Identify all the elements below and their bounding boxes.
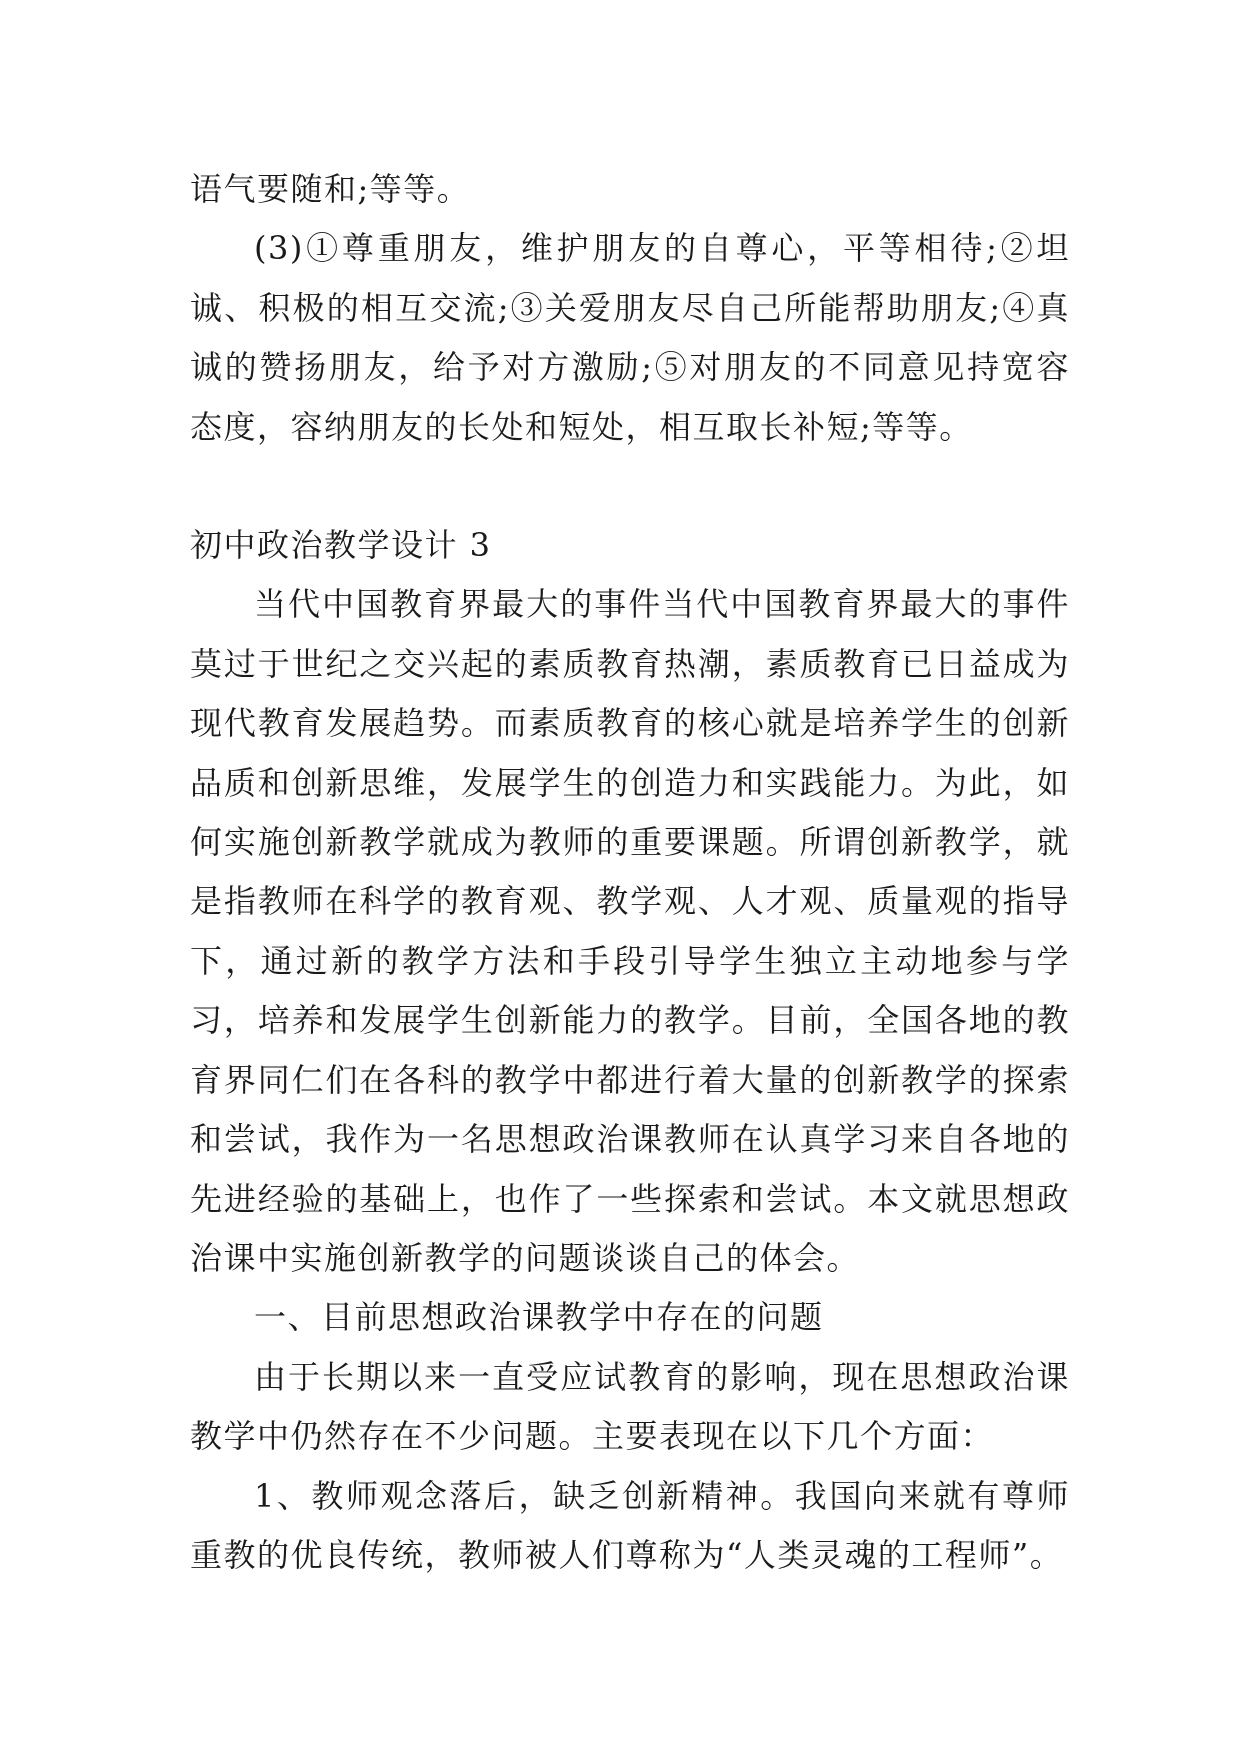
paragraph-item-3: (3)①尊重朋友，维护朋友的自尊心，平等相待;②坦诚、积极的相互交流;③关爱朋友尽自己所能帮助朋友;④真诚的赞扬朋友，给予对方激励;⑤对朋友的不同意见持宽容态度，容纳朋友的长处和短处，相互取长补短;等等。 (190, 229, 1070, 446)
subheading-problems: 一、目前思想政治课教学中存在的问题 (254, 1298, 824, 1337)
paragraph-intro: 当代中国教育界最大的事件当代中国教育界最大的事件莫过于世纪之交兴起的素质教育热潮，素质教育已日益成为现代教育发展趋势。而素质教育的核心就是培养学生的创新品质和创新思维，发展学生的创造力和实践能力。为此，如何实施创新教学就成为教师的重要课题。所谓创新教学，就是指教师在科学的教育观、教学观、人才观、质量观的指导下，通过新的教学方法和手段引导学生独立主动地参与学习，培养和发展学生创新能力的教学。目前，全国各地的教育界同仁们在各科的教学中都进行着大量的创新教学的探索和尝试，我作为一名思想政治课教师在认真学习来自各地的先进经验的基础上，也作了一些探索和尝试。本文就思想政治课中实施创新教学的问题谈谈自己的体会。 (190, 585, 1070, 1277)
section-title: 初中政治教学设计 3 (190, 526, 492, 565)
paragraph-continuation: 语气要随和;等等。 (190, 170, 471, 208)
paragraph-point-1: 1、教师观念落后，缺乏创新精神。我国向来就有尊师重教的优良传统，教师被人们尊称为“人类灵魂的工程师”。 (190, 1476, 1070, 1574)
document-body (190, 160, 1070, 1585)
paragraph-problems-overview: 由于长期以来一直受应试教育的影响，现在思想政治课教学中仍然存在不少问题。主要表现在以下几个方面： (190, 1357, 1070, 1456)
